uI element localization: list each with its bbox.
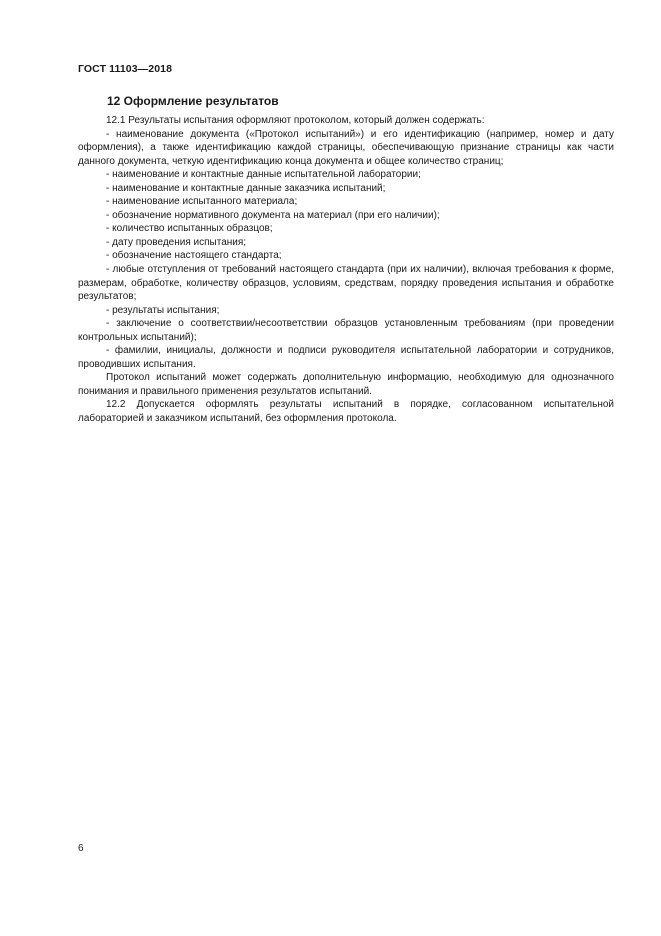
list-item-test-date: - дату проведения испытания; [106, 236, 247, 248]
list-item-standard: - обозначение настоящего стандарта; [106, 250, 282, 262]
list-item-conformity: - заключение о соответствии/несоответствии образцов установленным требованиям (при проведении контрольных испытаний); [78, 318, 614, 343]
list-item-sample-count: - количество испытанных образцов; [106, 223, 273, 235]
list-item-material: - наименование испытанного материала; [106, 196, 298, 208]
list-item-deviations: - любые отступления от требований настоящего стандарта (при их наличии), включая требования к форме, размерам, обработке, количеству образцов, условиям, средствам, порядку проведения испытания и обработке результатов; [78, 264, 614, 303]
list-item-signatures: - фамилии, инициалы, должности и подписи руководителя испытательной лаборатории и сотрудников, проводивших испытания. [78, 345, 614, 370]
paragraph-12-1: 12.1 Результаты испытания оформляют протоколом, который должен содержать: [106, 115, 485, 126]
list-item-normative-doc: - обозначение нормативного документа на материал (при его наличии); [106, 209, 440, 221]
list-item-customer: - наименование и контактные данные заказчика испытаний; [106, 182, 386, 194]
page-number: 6 [78, 843, 84, 854]
section-title: 12 Оформление результатов [107, 94, 279, 108]
list-item-document-name: - наименование документа («Протокол испытаний») и его идентификацию (например, номер и дату оформления), а также идентификацию каждой страницы, обеспечивающую признание страницы как части данного документа, четкую идентификацию конца документа и общее количество страниц; [78, 128, 614, 167]
paragraph-additional-info: Протокол испытаний может содержать дополнительную информацию, необходимую для однозначного понимания и правильного применения результатов испытаний. [78, 372, 614, 397]
section-body [78, 114, 614, 426]
paragraph-12-2: 12.2 Допускается оформлять результаты испытаний в порядке, согласованном испытательной лабораторией и заказчиком испытаний, без оформления протокола. [78, 399, 614, 425]
document-code-header: ГОСТ 11103—2018 [78, 63, 173, 75]
list-item-results: - результаты испытания; [106, 304, 220, 316]
list-item-laboratory: - наименование и контактные данные испытательной лаборатории; [106, 169, 421, 181]
